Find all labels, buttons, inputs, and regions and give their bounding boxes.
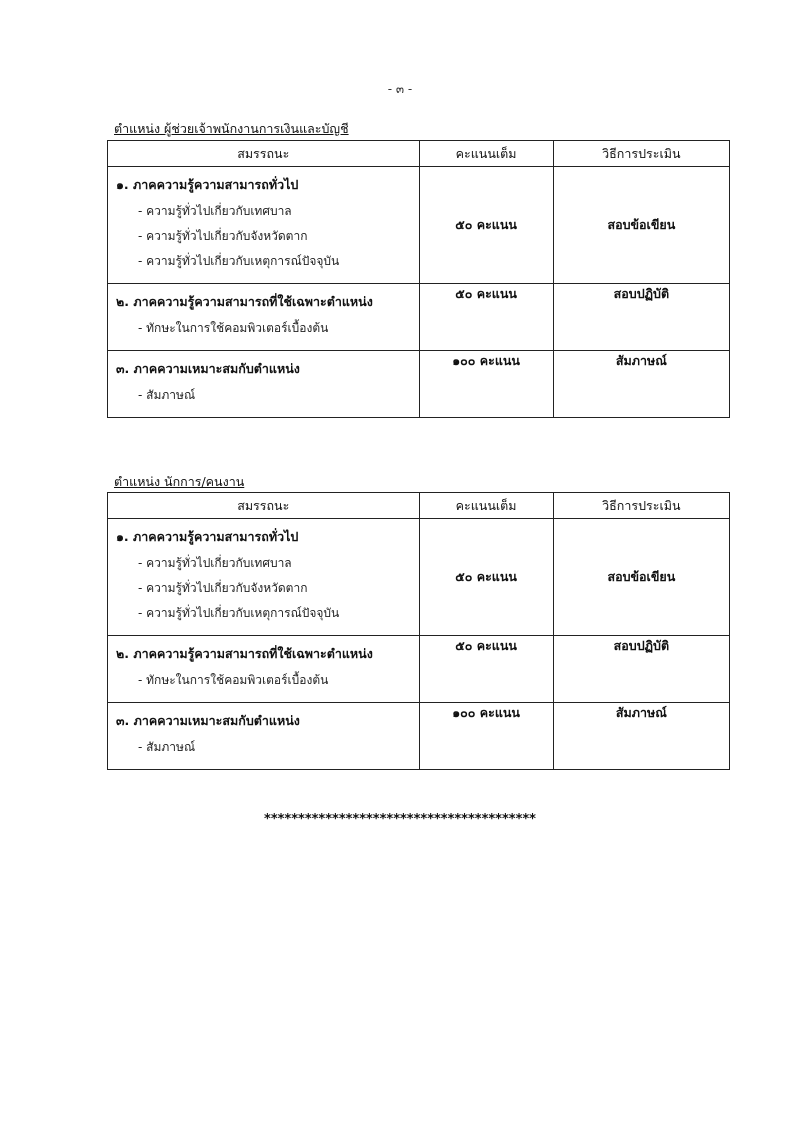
score-cell: ๕๐ คะแนน bbox=[419, 284, 553, 351]
header-competency: สมรรถนะ bbox=[108, 493, 420, 519]
category-title: ๓. ภาคความเหมาะสมกับตำแหน่ง bbox=[116, 361, 300, 376]
competency-cell bbox=[108, 703, 420, 770]
score-cell: ๕๐ คะแนน bbox=[419, 636, 553, 703]
header-full-score: คะแนนเต็ม bbox=[419, 141, 553, 167]
table-row bbox=[108, 703, 730, 770]
category-title: ๑. ภาคความรู้ความสามารถทั่วไป bbox=[116, 529, 299, 544]
sub-item: - ความรู้ทั่วไปเกี่ยวกับเทศบาล bbox=[138, 556, 292, 570]
score-cell: ๑๐๐ คะแนน bbox=[419, 351, 553, 418]
table-row bbox=[108, 284, 730, 351]
score-cell: ๕๐ คะแนน bbox=[419, 519, 553, 636]
score-cell: ๑๐๐ คะแนน bbox=[419, 703, 553, 770]
competency-cell bbox=[108, 636, 420, 703]
method-cell: สอบข้อเขียน bbox=[553, 167, 729, 284]
section-title: ตำแหน่ง ผู้ช่วยเจ้าพนักงานการเงินและบัญชี bbox=[114, 121, 349, 136]
header-method: วิธีการประเมิน bbox=[553, 493, 729, 519]
category-title: ๓. ภาคความเหมาะสมกับตำแหน่ง bbox=[116, 713, 300, 728]
sub-item: - สัมภาษณ์ bbox=[138, 740, 196, 754]
section-title: ตำแหน่ง นักการ/คนงาน bbox=[114, 474, 245, 489]
competency-cell bbox=[108, 167, 420, 284]
header-competency: สมรรถนะ bbox=[108, 141, 420, 167]
sub-item: - ความรู้ทั่วไปเกี่ยวกับเหตุการณ์ปัจจุบัน bbox=[138, 606, 340, 620]
method-cell: สัมภาษณ์ bbox=[553, 703, 729, 770]
method-cell: สัมภาษณ์ bbox=[553, 351, 729, 418]
table-row bbox=[108, 636, 730, 703]
competency-cell bbox=[108, 519, 420, 636]
sub-item: - ทักษะในการใช้คอมพิวเตอร์เบื้องต้น bbox=[138, 321, 329, 335]
table-header-row bbox=[108, 141, 730, 167]
competency-cell bbox=[108, 284, 420, 351]
table-row bbox=[108, 519, 730, 636]
sub-item: - ความรู้ทั่วไปเกี่ยวกับจังหวัดตาก bbox=[138, 229, 308, 243]
method-cell: สอบข้อเขียน bbox=[553, 519, 729, 636]
sub-item: - ความรู้ทั่วไปเกี่ยวกับจังหวัดตาก bbox=[138, 581, 308, 595]
table-row bbox=[108, 351, 730, 418]
score-cell: ๕๐ คะแนน bbox=[419, 167, 553, 284]
header-full-score: คะแนนเต็ม bbox=[419, 493, 553, 519]
sub-item: - ทักษะในการใช้คอมพิวเตอร์เบื้องต้น bbox=[138, 673, 329, 687]
method-cell: สอบปฏิบัติ bbox=[553, 284, 729, 351]
category-title: ๒. ภาคความรู้ความสามารถที่ใช้เฉพาะตำแหน่ง bbox=[116, 646, 373, 661]
table-header-row bbox=[108, 493, 730, 519]
sub-item: - ความรู้ทั่วไปเกี่ยวกับเทศบาล bbox=[138, 204, 292, 218]
category-title: ๑. ภาคความรู้ความสามารถทั่วไป bbox=[116, 177, 299, 192]
sub-item: - สัมภาษณ์ bbox=[138, 388, 196, 402]
category-title: ๒. ภาคความรู้ความสามารถที่ใช้เฉพาะตำแหน่ง bbox=[116, 294, 373, 309]
method-cell: สอบปฏิบัติ bbox=[553, 636, 729, 703]
competency-cell bbox=[108, 351, 420, 418]
sub-item: - ความรู้ทั่วไปเกี่ยวกับเหตุการณ์ปัจจุบัน bbox=[138, 254, 340, 268]
competency-table bbox=[107, 492, 730, 770]
header-method: วิธีการประเมิน bbox=[553, 141, 729, 167]
table-row bbox=[108, 167, 730, 284]
competency-table bbox=[107, 140, 730, 418]
page-number: - ๓ - bbox=[387, 82, 413, 96]
end-marker: **************************************** bbox=[264, 812, 536, 827]
